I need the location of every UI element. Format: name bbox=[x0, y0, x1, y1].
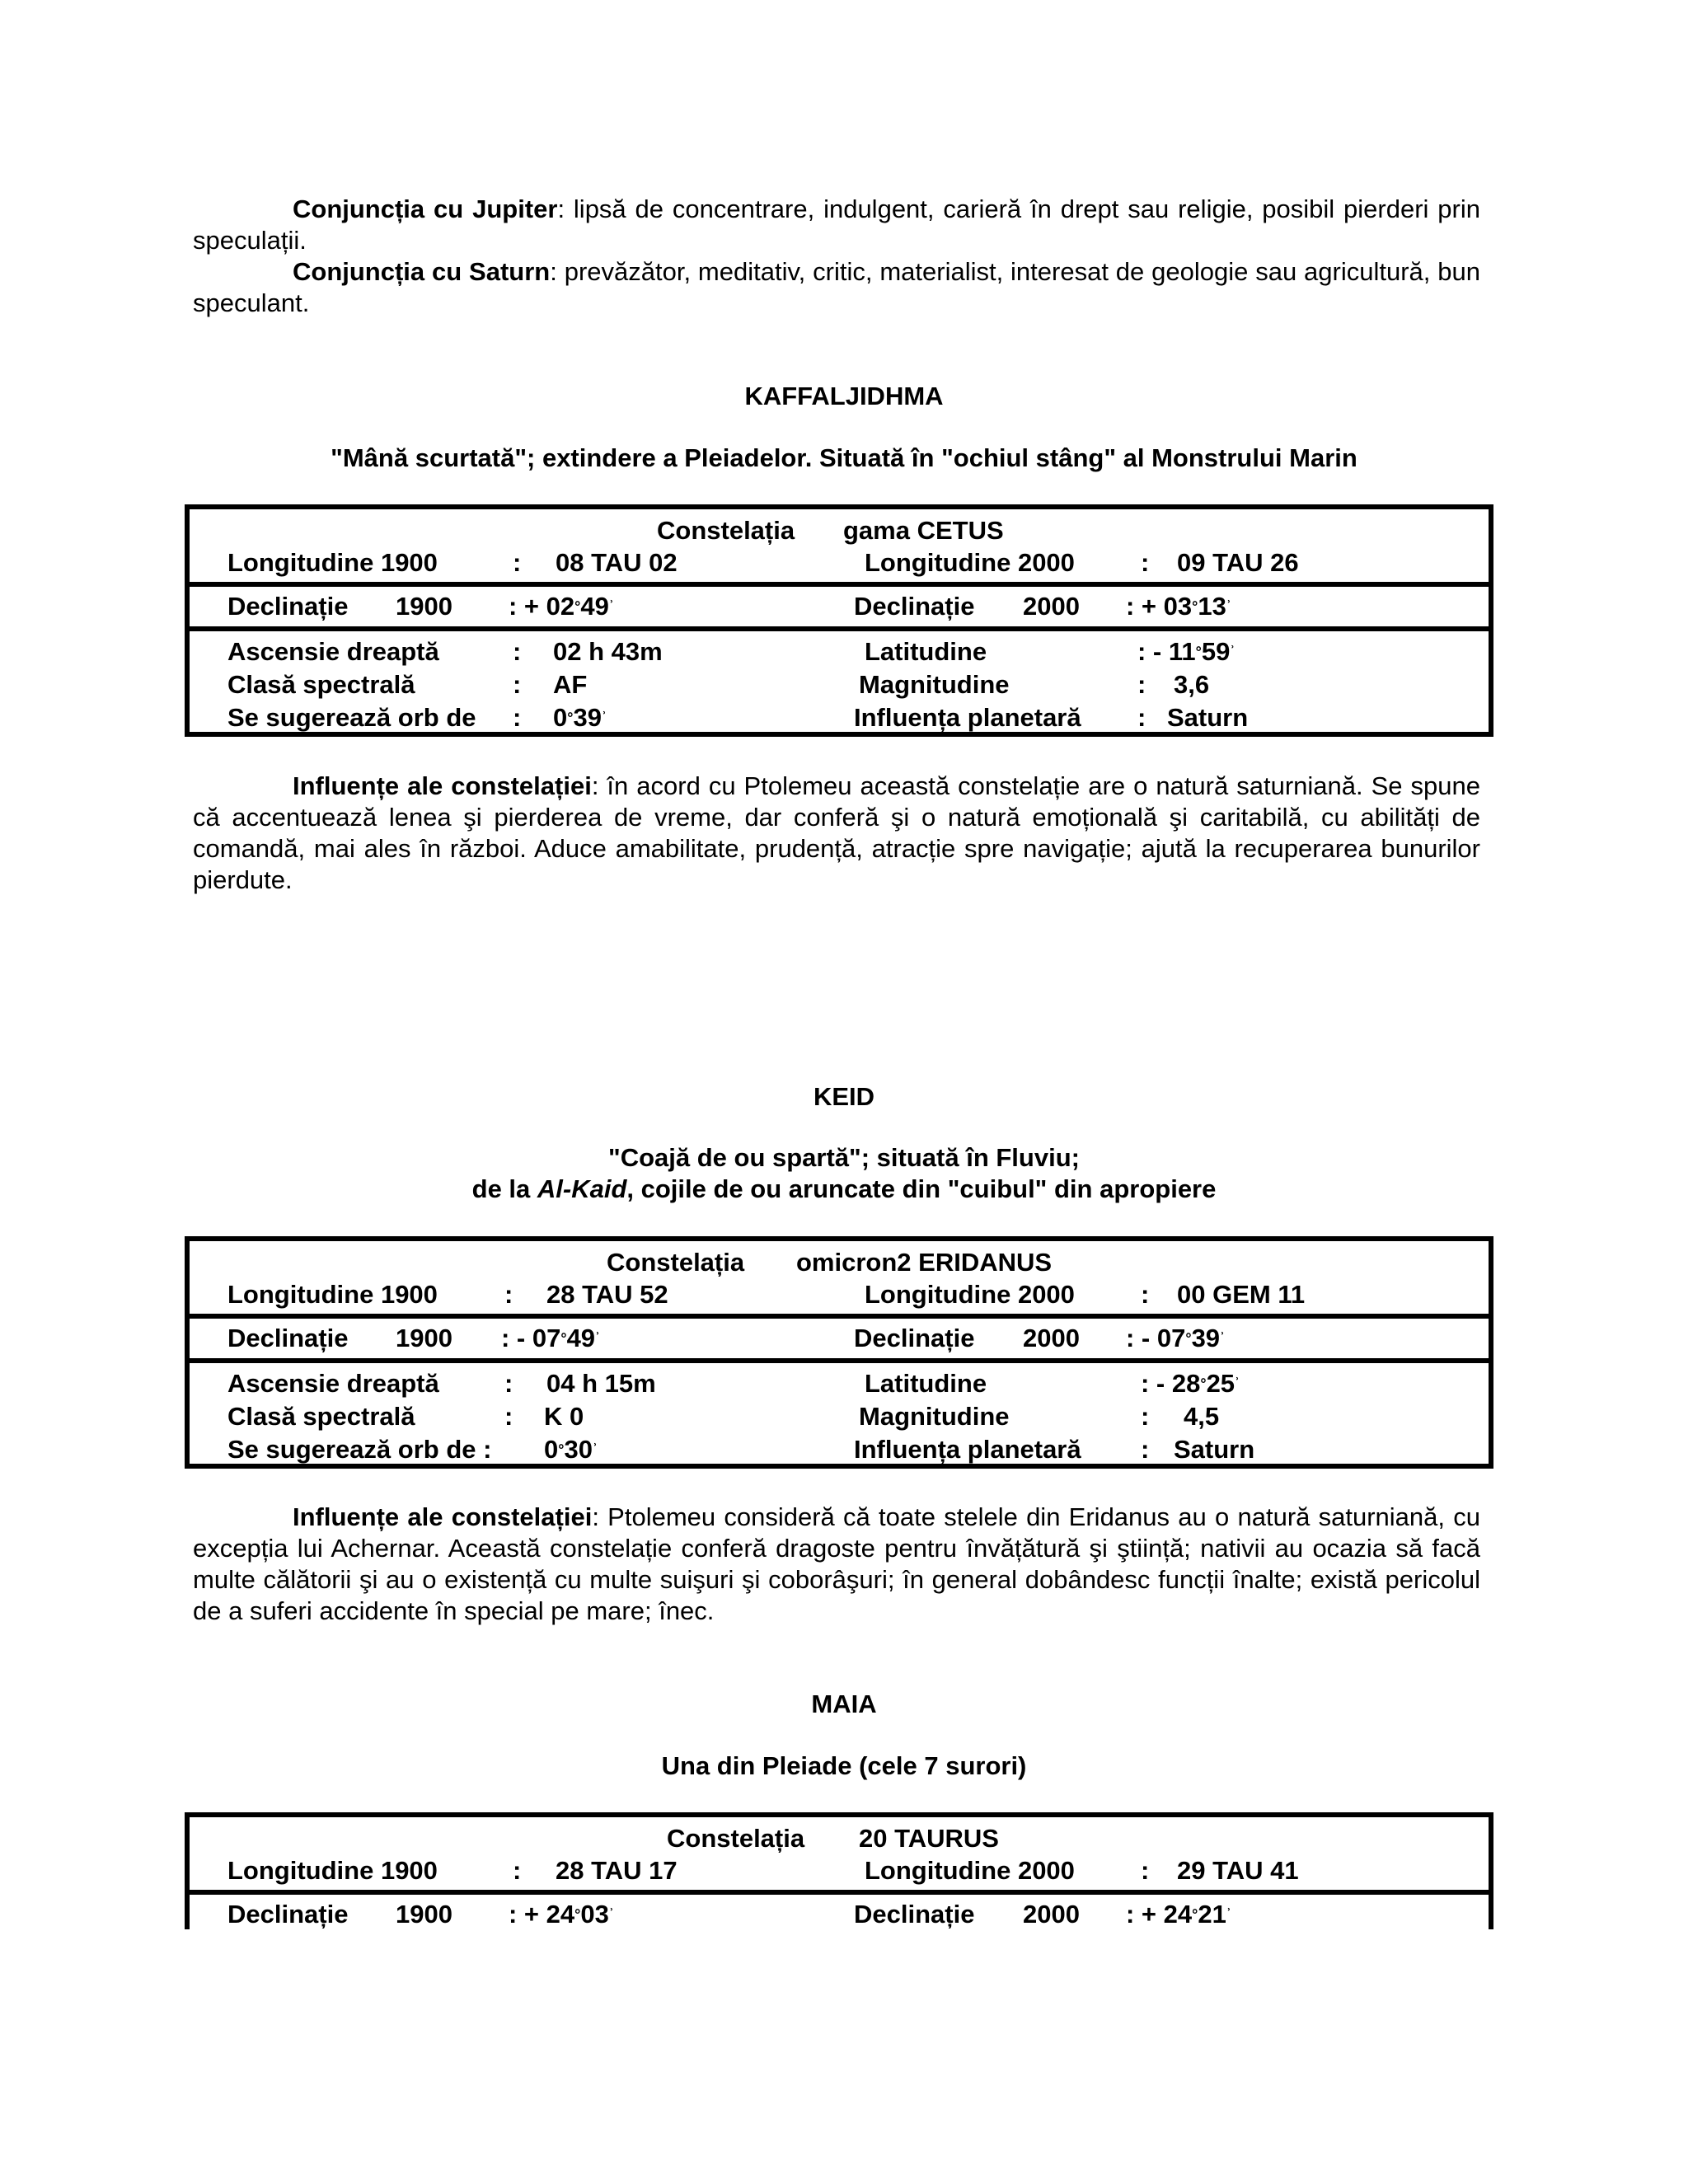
longitude-2000-value: 29 TAU 41 bbox=[1177, 1856, 1299, 1885]
table-band-longitude bbox=[190, 509, 1489, 582]
planetary-influence-value: Saturn bbox=[1167, 703, 1249, 732]
declination-2000-label: Declinație bbox=[854, 1900, 975, 1929]
declination-1900-value: : - $07^\circ 49^ʾ$ bbox=[501, 1324, 601, 1352]
spectral-class-value: AF bbox=[553, 670, 588, 699]
declination-2000-year: 2000 bbox=[1023, 1900, 1080, 1929]
constellation-influence-paragraph: Influențe ale constelației: în acord cu Ptolemeu această constelație are o natură saturniană. Se spune că accentuează lenea şi pierderea de vreme, dar conferă şi o natură emoțională şi caritabilă, cu abilități de comandă, mai ales în război. Aduce amabilitate, prudență, atracție spre navigație; ajută la recuperarea bunurilor pierdute. bbox=[193, 771, 1480, 894]
star-data-table bbox=[185, 504, 1493, 737]
intro-paragraph-jupiter: Conjuncția cu Jupiter: lipsă de concentrare, indulgent, carieră în drept sau religie, posibil pierderi prin speculații. bbox=[193, 194, 1480, 255]
constellation-label: Constelația bbox=[667, 1824, 805, 1853]
declination-2000-label: Declinație bbox=[854, 592, 975, 621]
intro-paragraph-saturn: Conjuncția cu Saturn: prevăzător, meditativ, critic, materialist, interesat de geologie sau agricultură, bun speculant. bbox=[193, 257, 1480, 317]
longitude-2000-value: 09 TAU 26 bbox=[1177, 548, 1299, 577]
longitude-2000-label: Longitudine 2000 bbox=[865, 1856, 1075, 1885]
declination-1900-value: : + $24^\circ 03^ʾ$ bbox=[509, 1900, 614, 1929]
declination-2000-value: : + $03^\circ 13^ʾ$ bbox=[1126, 592, 1231, 621]
table-band-declination bbox=[190, 1314, 1489, 1358]
spectral-class-value: K 0 bbox=[544, 1402, 584, 1431]
planetary-influence-label: Influența planetară bbox=[854, 1435, 1081, 1464]
table-band-declination bbox=[190, 582, 1489, 626]
table-band-details bbox=[190, 626, 1489, 742]
colon: : bbox=[1141, 1856, 1150, 1885]
spectral-class-label: Clasă spectrală bbox=[227, 1402, 415, 1431]
longitude-1900-value: 28 TAU 17 bbox=[556, 1856, 678, 1885]
right-ascension-label: Ascensie dreaptă bbox=[227, 637, 439, 666]
orb-value: $0^\circ 30^ʾ$ bbox=[544, 1435, 598, 1464]
constellation-value: omicron2 ERIDANUS bbox=[796, 1248, 1053, 1277]
magnitude-label: Magnitudine bbox=[859, 670, 1010, 699]
longitude-1900-value: 28 TAU 52 bbox=[546, 1280, 668, 1309]
latitude-label: Latitudine bbox=[865, 1369, 987, 1398]
magnitude-value: 3,6 bbox=[1174, 670, 1210, 699]
colon: : bbox=[1137, 670, 1146, 699]
declination-1900-label: Declinație bbox=[227, 592, 349, 621]
declination-2000-label: Declinație bbox=[854, 1324, 975, 1352]
star-data-table bbox=[185, 1236, 1493, 1469]
declination-1900-label: Declinație bbox=[227, 1324, 349, 1352]
right-ascension-label: Ascensie dreaptă bbox=[227, 1369, 439, 1398]
longitude-1900-label: Longitudine 1900 bbox=[227, 1856, 438, 1885]
longitude-1900-label: Longitudine 1900 bbox=[227, 1280, 438, 1309]
orb-label: Se sugerează orb de : bbox=[227, 1435, 492, 1464]
magnitude-label: Magnitudine bbox=[859, 1402, 1010, 1431]
longitude-1900-label: Longitudine 1900 bbox=[227, 548, 438, 577]
table-band-longitude bbox=[190, 1817, 1489, 1890]
constellation-influence-paragraph: Influențe ale constelației: Ptolemeu consideră că toate stelele din Eridanus au o natură saturniană, cu excepția lui Achernar. Această constelație conferă dragoste pentru învățătură şi ştiință; nativii au ocazia să facă multe călătorii şi au o existență cu multe suişuri şi coborâşuri; în general dobândesc funcții înalte; există pericolul de a suferi accidente în special pe mare; înec. bbox=[193, 1502, 1480, 1625]
colon: : bbox=[504, 1280, 513, 1309]
colon: : bbox=[513, 1856, 522, 1885]
colon: : bbox=[513, 637, 522, 666]
colon: : bbox=[1141, 1280, 1150, 1309]
longitude-2000-label: Longitudine 2000 bbox=[865, 1280, 1075, 1309]
orb-label: Se sugerează orb de bbox=[227, 703, 476, 732]
declination-2000-value: : - $07^\circ 39^ʾ$ bbox=[1126, 1324, 1226, 1352]
constellation-value: gama CETUS bbox=[843, 516, 1004, 545]
colon: : bbox=[1141, 1435, 1150, 1464]
star-title: KEID bbox=[813, 1082, 875, 1111]
planetary-influence-label: Influența planetară bbox=[854, 703, 1081, 732]
longitude-2000-value: 00 GEM 11 bbox=[1177, 1280, 1306, 1309]
magnitude-value: 4,5 bbox=[1184, 1402, 1220, 1431]
table-band-declination bbox=[190, 1890, 1489, 1934]
declination-1900-year: 1900 bbox=[396, 592, 452, 621]
star-title: MAIA bbox=[811, 1690, 877, 1718]
planetary-influence-value: Saturn bbox=[1174, 1435, 1255, 1464]
colon: : bbox=[513, 548, 522, 577]
orb-value: $0^\circ 39^ʾ$ bbox=[553, 703, 607, 732]
colon: : bbox=[1137, 703, 1146, 732]
longitude-1900-value: 08 TAU 02 bbox=[556, 548, 678, 577]
latitude-value: : - $28^\circ 25^ʾ$ bbox=[1141, 1369, 1240, 1398]
right-ascension-value: 04 h 15m bbox=[546, 1369, 656, 1398]
colon: : bbox=[504, 1369, 513, 1398]
spectral-class-label: Clasă spectrală bbox=[227, 670, 415, 699]
constellation-label: Constelația bbox=[657, 516, 795, 545]
declination-2000-value: : + $24^\circ 21^ʾ$ bbox=[1126, 1900, 1231, 1929]
constellation-label: Constelația bbox=[607, 1248, 745, 1277]
declination-1900-label: Declinație bbox=[227, 1900, 349, 1929]
colon: : bbox=[504, 1402, 513, 1431]
colon: : bbox=[513, 703, 522, 732]
declination-1900-year: 1900 bbox=[396, 1900, 452, 1929]
colon: : bbox=[513, 670, 522, 699]
star-subtitle: "Mână scurtată"; extindere a Pleiadelor. Situată în "ochiul stâng" al Monstrului Marin bbox=[331, 443, 1357, 472]
declination-1900-value: : + $02^\circ 49^ʾ$ bbox=[509, 592, 614, 621]
longitude-2000-label: Longitudine 2000 bbox=[865, 548, 1075, 577]
declination-1900-year: 1900 bbox=[396, 1324, 452, 1352]
table-band-details bbox=[190, 1358, 1489, 1474]
latitude-label: Latitudine bbox=[865, 637, 987, 666]
latitude-value: : - $11^\circ 59^ʾ$ bbox=[1137, 637, 1236, 666]
star-subtitle: "Coajă de ou spartă"; situată în Fluviu; de la Al-Kaid, cojile de ou aruncate din "cuibul" din apropiere bbox=[471, 1143, 1217, 1203]
declination-2000-year: 2000 bbox=[1023, 1324, 1080, 1352]
declination-2000-year: 2000 bbox=[1023, 592, 1080, 621]
right-ascension-value: 02 h 43m bbox=[553, 637, 663, 666]
constellation-value: 20 TAURUS bbox=[859, 1824, 999, 1853]
star-data-table bbox=[185, 1812, 1493, 1929]
star-subtitle: Una din Pleiade (cele 7 surori) bbox=[661, 1751, 1027, 1780]
colon: : bbox=[1141, 548, 1150, 577]
colon: : bbox=[1141, 1402, 1150, 1431]
table-band-longitude bbox=[190, 1241, 1489, 1314]
star-title: KAFFALJIDHMA bbox=[744, 382, 944, 410]
